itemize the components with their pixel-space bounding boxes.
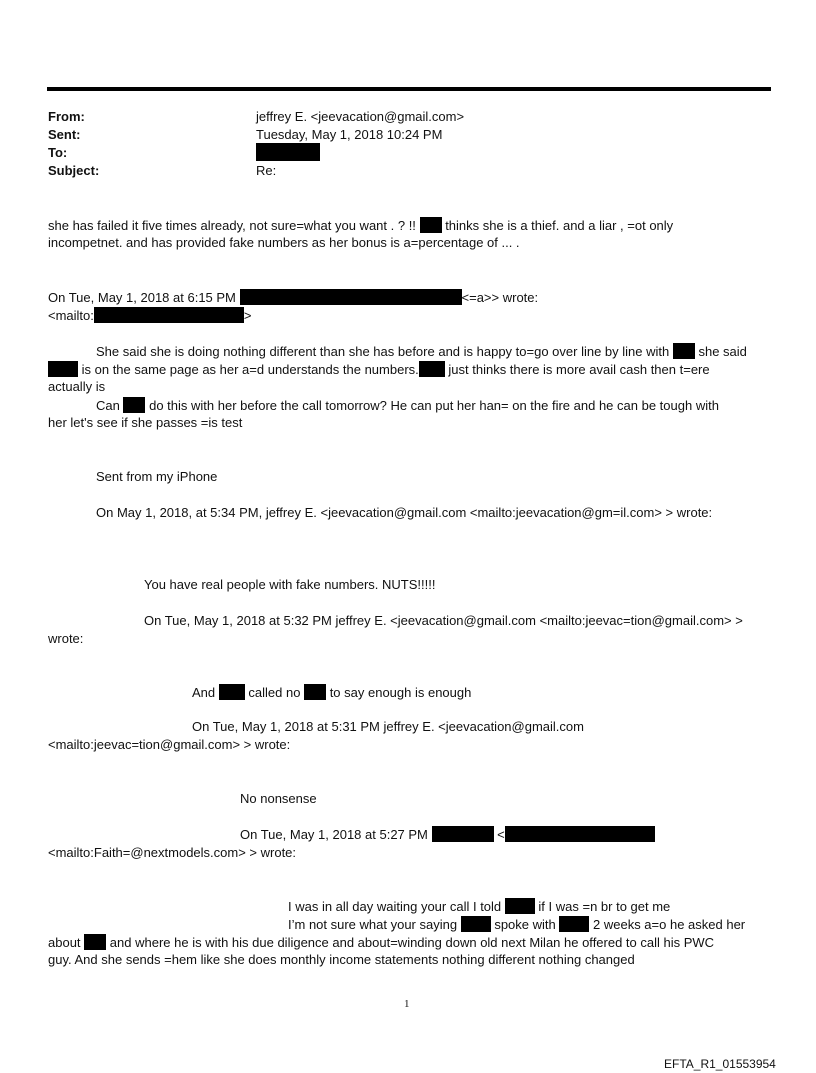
body-text: thinks she is a thief. and a liar , =ot only (445, 218, 674, 233)
mailto-suffix: > (243, 308, 252, 323)
redaction-block (673, 343, 695, 359)
from-label: From: (48, 109, 85, 124)
quote-date: On Tue, May 1, 2018 at 5:27 PM (240, 827, 428, 842)
redaction-block (461, 916, 491, 932)
page-number: 1 (404, 998, 410, 1010)
redaction-block (84, 934, 106, 950)
body-line (192, 684, 471, 701)
body-line (288, 916, 745, 933)
body-line: incompetnet. and has provided fake numbers as her bonus is a=percentage of ... . (48, 235, 520, 250)
body-line: guy. And she sends =hem like she does monthly income statements nothing different nothing changed (48, 952, 635, 967)
header-rule (47, 87, 771, 91)
body-line (288, 898, 670, 915)
mailto-prefix: <mailto: (48, 308, 94, 323)
redaction-block (256, 143, 320, 161)
redaction-block (219, 684, 245, 700)
body-text: just thinks there is more avail cash then t=ere (448, 362, 710, 377)
body-line (48, 217, 673, 234)
quote-header: On May 1, 2018, at 5:34 PM, jeffrey E. <jeevacation@gmail.com <mailto:jeevacation@gm=il.com> > wrote: (96, 505, 713, 520)
body-text: 2 weeks a=o he asked her (593, 917, 746, 932)
redaction-block (304, 684, 326, 700)
quote-mailto (48, 307, 251, 324)
body-text: She said she is doing nothing different than she has before and is happy to=go over line by line with (96, 344, 670, 359)
quote-date: On Tue, May 1, 2018 at 6:15 PM (48, 290, 236, 305)
quote-wrote: <=a>> wrote: (461, 290, 539, 305)
body-text: Can (96, 398, 120, 413)
body-text: spoke with (494, 917, 556, 932)
to-value (256, 143, 320, 162)
body-text: and where he is with his due diligence and about=winding down old next Milan he offered to call his PWC (109, 935, 715, 950)
body-line (48, 361, 710, 378)
redaction-block (505, 826, 655, 842)
redaction-block (123, 397, 145, 413)
body-line: No nonsense (240, 791, 317, 806)
redaction-block (432, 826, 494, 842)
subject-value: Re: (256, 163, 277, 178)
body-text: if I was =n br to get me (538, 899, 671, 914)
subject-label: Subject: (48, 163, 100, 178)
quote-lt: < (497, 827, 505, 842)
body-line: actually is (48, 379, 106, 394)
redaction-block (240, 289, 462, 305)
body-line: her let's see if she passes =is test (48, 415, 243, 430)
body-line: You have real people with fake numbers. NUTS!!!!! (144, 577, 436, 592)
document-id: EFTA_R1_01553954 (664, 1057, 776, 1071)
body-text: called no (248, 685, 301, 700)
redaction-block (559, 916, 589, 932)
sent-label: Sent: (48, 127, 81, 142)
body-text: she said (698, 344, 747, 359)
redaction-block (420, 217, 442, 233)
body-text: she has failed it five times already, not sure=what you want . ? !! (48, 218, 416, 233)
quote-header: On Tue, May 1, 2018 at 5:32 PM jeffrey E. <jeevacation@gmail.com <mailto:jeevac=tion@gmail.com> > (144, 613, 743, 628)
quote-header (240, 826, 655, 843)
body-text: I’m not sure what your saying (288, 917, 458, 932)
quote-header: wrote: (48, 631, 84, 646)
body-text: to say enough is enough (329, 685, 472, 700)
quote-header: <mailto:jeevac=tion@gmail.com> > wrote: (48, 737, 291, 752)
redaction-block (419, 361, 445, 377)
body-text: And (192, 685, 216, 700)
signature-line: Sent from my iPhone (96, 469, 218, 484)
body-line (96, 343, 747, 360)
to-label: To: (48, 145, 68, 160)
redaction-block (48, 361, 78, 377)
from-value: jeffrey E. <jeevacation@gmail.com> (256, 109, 465, 124)
body-text: is on the same page as her a=d understands the numbers. (81, 362, 419, 377)
sent-value: Tuesday, May 1, 2018 10:24 PM (256, 127, 443, 142)
body-text: about (48, 935, 81, 950)
body-line (48, 934, 714, 951)
body-line (96, 397, 719, 414)
quote-header: On Tue, May 1, 2018 at 5:31 PM jeffrey E. <jeevacation@gmail.com (192, 719, 584, 734)
redaction-block (94, 307, 244, 323)
quote-header (48, 289, 538, 306)
quote-header: <mailto:Faith=@nextmodels.com> > wrote: (48, 845, 297, 860)
body-text: do this with her before the call tomorrow? He can put her han= on the fire and he can be tough with (149, 398, 719, 413)
body-text: I was in all day waiting your call I told (288, 899, 502, 914)
redaction-block (505, 898, 535, 914)
